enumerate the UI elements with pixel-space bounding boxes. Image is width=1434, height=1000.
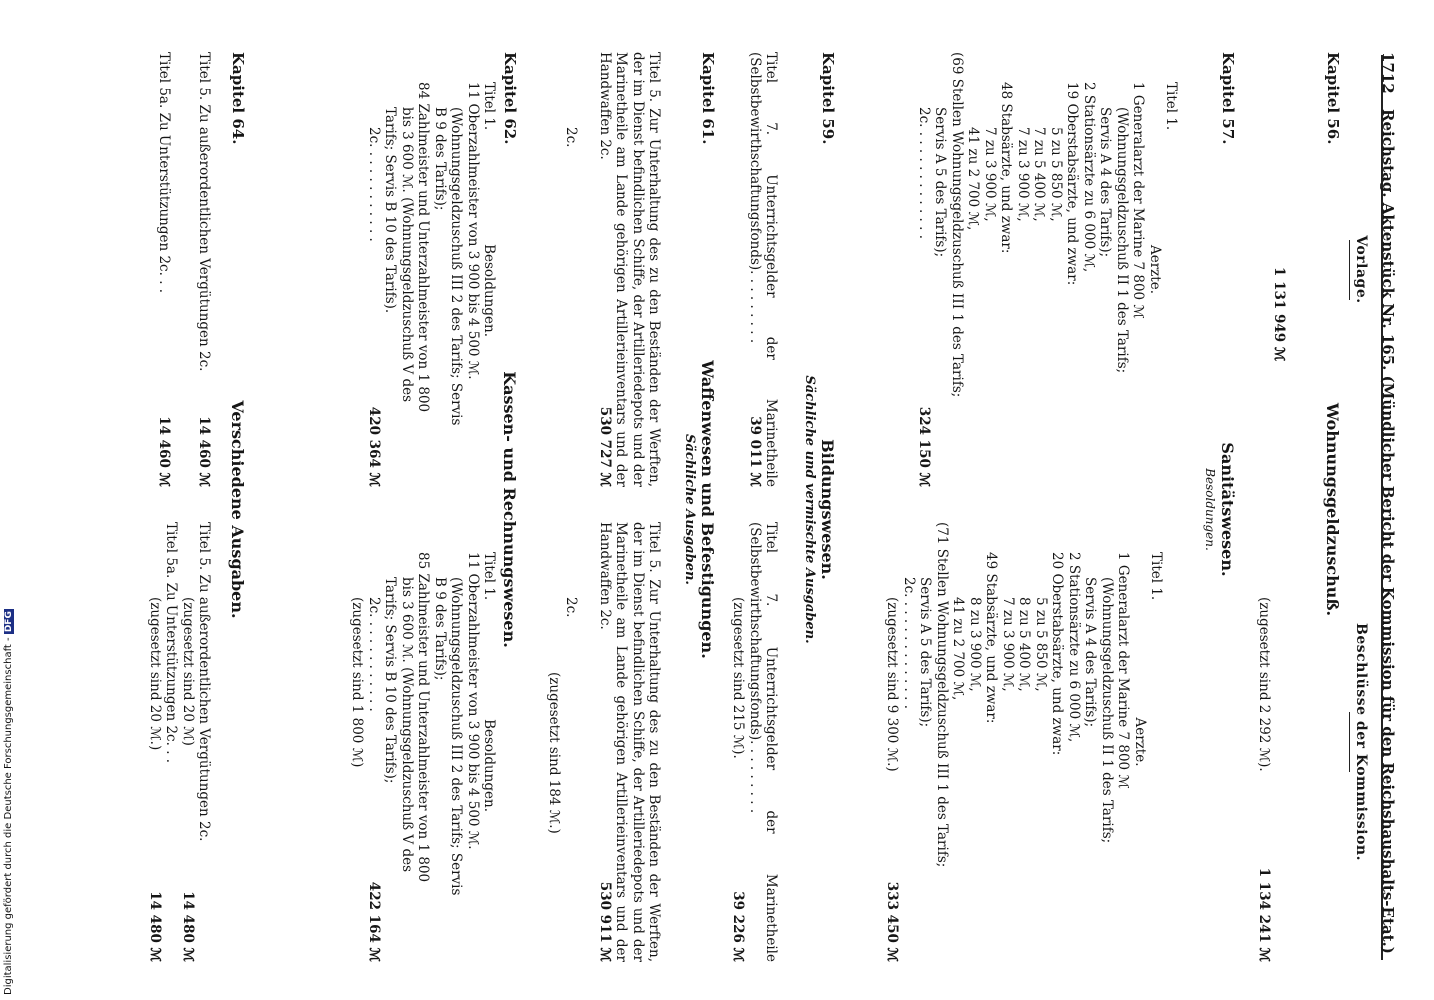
kapitel-59-left: Titel 7. Unterrichtsgelder der Marinetheile (Selbstbewirthschaftungsfonds). . . . . . . . . 39 011 ℳ [746,52,779,487]
kapitel-56-left [1271,52,1287,487]
kapitel-56-heading: Wohnungsgeldzuschuß. [1322,402,1342,617]
document-page [87,52,1397,967]
kapitel-62-right: Titel 1. Besoldungen. 11 Oberzahlmeister von 3 900 bis 4 500 ℳ. (Wohnungsgeldzuschuß III 2 des Tarifs; Servis B 9 des Tarifs); 85 Zahlmeister und Unterzahlmeister von 1 800 bis 3 600 ℳ. (Wohnungsgeldzuschuß V des Tarifs; Servis B 10 des Tarifs); 2c. . . . . . . . . . . . 422 164 ℳ (zugesetzt sind 1 800 ℳ) [349,552,497,962]
kapitel-59-subheading: Sächliche und vermischte Ausgaben. [802,375,818,644]
right-column-heading: Beschlüsse der Kommission. [1347,522,1369,962]
kapitel-61-heading: Waffenwesen und Befestigungen. [697,360,717,659]
left-column-heading: Vorlage. [1347,52,1369,487]
kapitel-62-left: Titel 1. Besoldungen. 11 Oberzahlmeister von 3 900 bis 4 500 ℳ. (Wohnungsgeldzuschuß III 2 des Tarifs; Servis B 9 des Tarifs); 84 Zahlmeister und Unterzahlmeister von 1 800 bis 3 600 ℳ. (Wohnungsgeldzuschuß V des Tarifs; Servis B 10 des Tarifs). 2c. . . . . . . . . . . . 420 364 ℳ [365,82,497,487]
kapitel-57-subheading: Besoldungen. [1203,468,1218,551]
kapitel-64-section [227,52,247,967]
kapitel-62-left-amount: 420 364 ℳ [365,406,382,487]
kapitel-57-titel: Titel 1. [1163,82,1179,131]
kapitel-56-right-note: (zugesetzt sind 2 292 ℳ). [1256,597,1272,772]
kapitel-64-right: Titel 5. Zu außerordentlichen Vergütungen 2c. (zugesetzt sind 20 ℳ) 14 480 ℳ Titel 5a. Zu Unterstützungen 2c. . . (zugesetzt sind 20 ℳ.) 14 480 ℳ [146,522,212,962]
kapitel-61-left: Titel 5. Zur Unterhaltung des zu den Beständen der Werften, der im Dienst befindlichen Schiffe, der Artilleriedepots und der Marinetheile am Lande gehörigen Artillerieinventars und der Handwaffen 2c. 530 727 ℳ 2c. [562,52,662,487]
kapitel-56-right [1256,522,1272,962]
page-title: Reichstag. Aktenstück Nr. 165. (Mündlicher Bericht der Kommission für den Reichshaushalts-Etat.) [1379,108,1397,954]
kapitel-56-left-amount: 1 131 949 ℳ [1271,267,1287,362]
kapitel-62-heading: Kassen- und Rechnungswesen. [499,371,519,648]
kapitel-61-subheading: Sächliche Ausgaben. [682,434,698,585]
kapitel-57-aerzte: Aerzte. [1146,244,1163,294]
kapitel-59-section [801,52,837,967]
kapitel-62-label: Kapitel 62. [501,52,519,145]
kapitel-57-label: Kapitel 57. [1219,52,1237,145]
kapitel-57-right: Titel 1. Aerzte. 1 Generalarzt der Marine 7 800 ℳ (Wohnungsgeldzuschuß II 1 des Tarifs; Servis A 4 des Tarifs); 2 Stationsärzte zu 6 000 ℳ, 20 Oberstabsärzte, und zwar: 5 zu 5 850 ℳ, 8 zu 5 400 ℳ, 7 zu 3 900 ℳ, 49 Stabsärzte, und zwar: 8 zu 3 900 ℳ, 41 zu 2 700 ℳ, (71 Stellen Wohnungsgeldzuschuß III 1 des Tarifs; Servis A 5 des Tarifs); 2c. . . . . . . . . . . . . . (zugesetzt sind 9 300 ℳ.) 333 450 ℳ [884,522,1164,962]
kapitel-56-label: Kapitel 56. [1324,52,1342,145]
kapitel-64-heading: Verschiedene Ausgaben. [227,400,247,619]
kapitel-57-left-amount: 324 150 ℳ [915,406,932,487]
page-header [1379,52,1397,967]
kapitel-59-label: Kapitel 59. [819,52,837,145]
kapitel-56-section [1322,52,1342,967]
kapitel-57-left: Titel 1. Aerzte. 1 Generalarzt der Marine 7 800 ℳ (Wohnungsgeldzuschuß II 1 des Tarifs; Servis A 4 des Tarifs); 2 Stationsärzte zu 6 000 ℳ, 19 Oberstabsärzte, und zwar: 5 zu 5 850 ℳ, 7 zu 5 400 ℳ, 7 zu 3 900 ℳ, 48 Stabsärzte, und zwar: 7 zu 3 900 ℳ, 41 zu 2 700 ℳ, (69 Stellen Wohnungsgeldzuschuß III 1 des Tarifs; Servis A 5 des Tarifs); 2c. . . . . . . . . . . . . . 324 150 ℳ [915,52,1179,487]
kapitel-64-left: Titel 5. Zu außerordentlichen Vergütungen 2c. 14 460 ℳ Titel 5a. Zu Unterstützungen 2c. . . 14 460 ℳ [155,52,212,487]
dfg-logo: DFG [4,611,14,633]
kapitel-61-section [681,52,717,967]
kapitel-59-right-amount: 39 226 ℳ [730,891,747,962]
kapitel-61-right: Titel 5. Zur Unterhaltung des zu den Beständen der Werften, der im Dienst befindlichen Schiffe, der Artilleriedepots und der Marinetheile am Lande gehörigen Artillerieinventars und der Handwaffen 2c. 530 911 ℳ 2c. (zugesetzt sind 184 ℳ.) [546,522,662,962]
kapitel-62-section [499,52,519,967]
kapitel-59-heading: Bildungswesen. [817,439,837,580]
kapitel-61-right-amount: 530 911 ℳ [597,881,614,962]
kapitel-64-label: Kapitel 64. [229,52,247,145]
kapitel-57-section [1203,52,1237,967]
kapitel-57-right-note: (zugesetzt sind 9 300 ℳ.) [884,597,901,772]
kapitel-57-right-amount: 333 450 ℳ [884,881,901,962]
kapitel-59-right: Titel 7. Unterrichtsgelder der Marinetheile (Selbstbewirthschaftungsfonds). . . . . . . . . (zugesetzt sind 215 ℳ). 39 226 ℳ [730,522,779,962]
kapitel-61-left-amount: 530 727 ℳ [597,406,614,487]
kapitel-57-heading: Sanitätswesen. [1217,442,1237,577]
page-number: 1712 [1379,52,1397,94]
kapitel-59-left-amount: 39 011 ℳ [747,416,764,487]
digitization-credit: Digitalisierung gefördert durch die Deutsche Forschungsgemeinschaft - DFG [3,611,14,995]
kapitel-56-right-amount: 1 134 241 ℳ [1256,867,1272,962]
kapitel-62-right-amount: 422 164 ℳ [365,881,382,962]
kapitel-61-label: Kapitel 61. [699,52,717,145]
